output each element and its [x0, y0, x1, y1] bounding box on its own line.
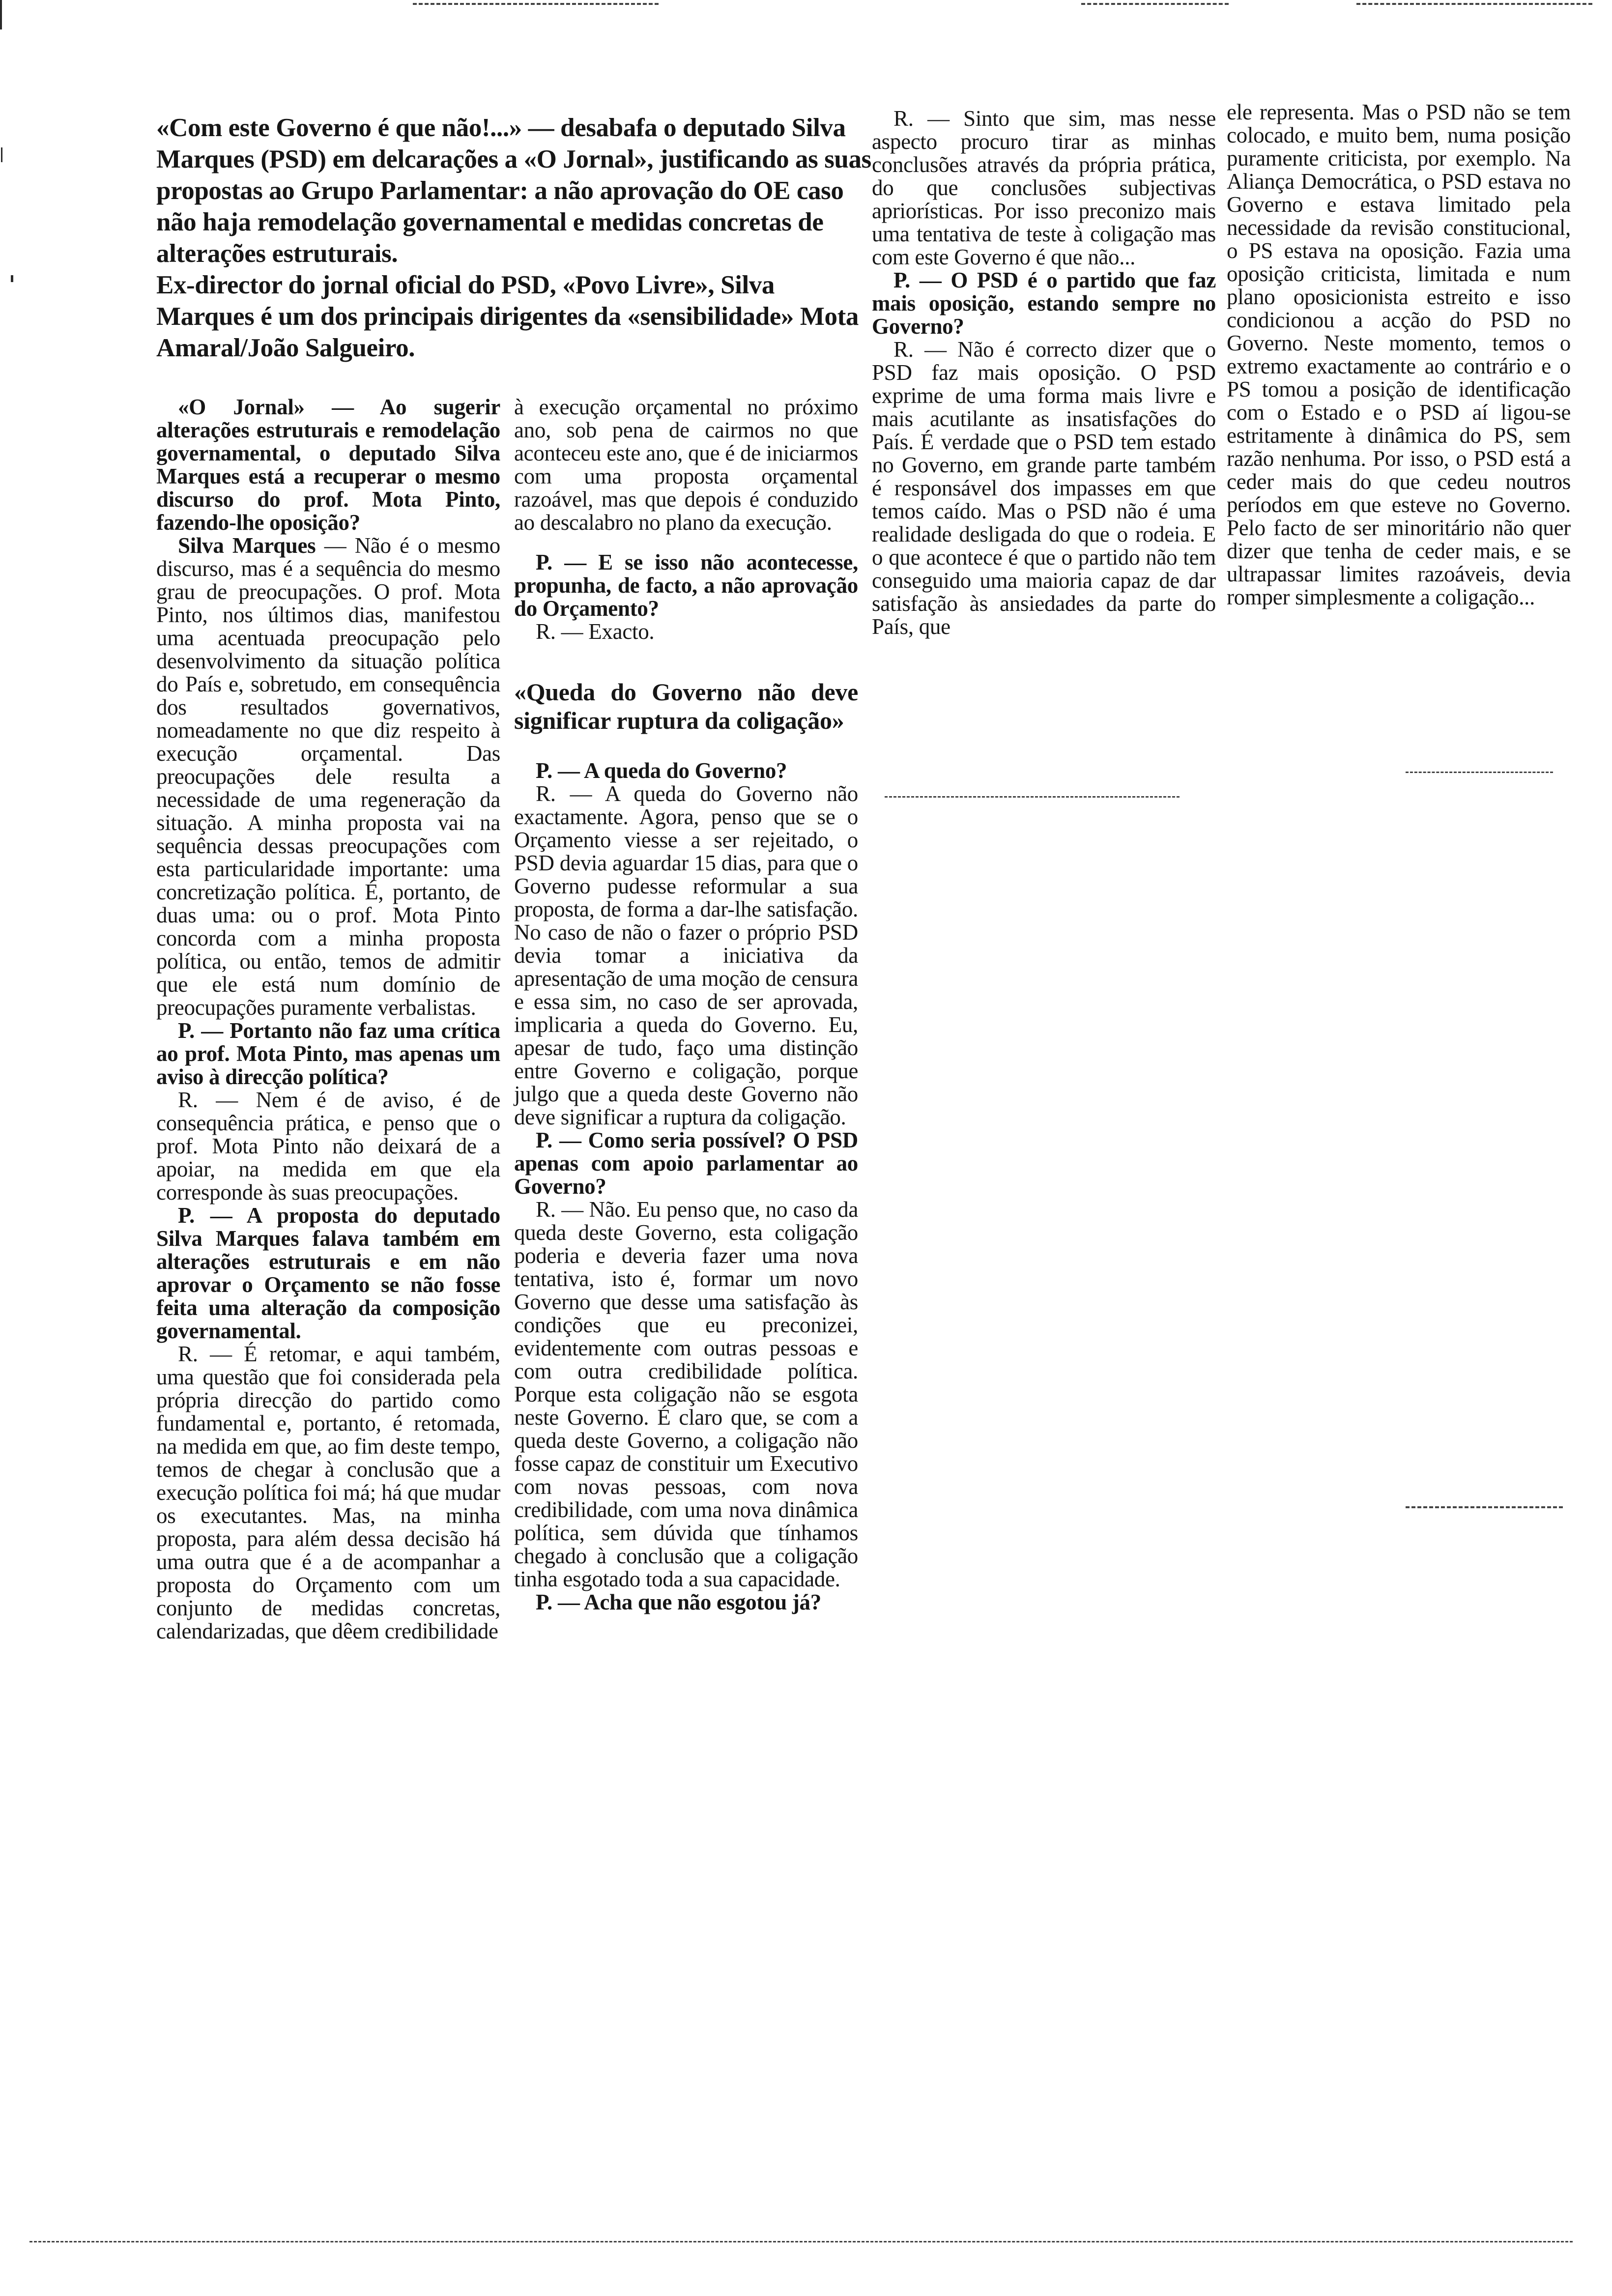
scan-top-line — [1081, 3, 1229, 5]
spacer — [514, 643, 858, 678]
scan-margin-line — [885, 796, 1180, 798]
speaker-name: Silva Marques — [178, 533, 316, 558]
question: P. — O PSD é o partido que faz mais oposição, estando sempre no Governo? — [872, 268, 1216, 339]
answer-text: — Não é o mesmo discurso, mas é a sequência do mesmo grau de preocupações. O prof. Mota Pinto, nos últimos dias, manifestou uma acentuada preocupação pelo desenvolvimento da situação política do País e, sobretudo, em consequência dos resultados governativos, nomeadamente no que diz respeito à execução orçamental. Das preocupações dele resulta a necessidade de uma regeneração da situação. A minha proposta vai na sequência dessas preocupações com esta particularidade importante: uma concretização política. É, portanto, de duas uma: ou o prof. Mota Pinto concorda com a minha proposta política, ou então, temos de admitir que ele está num domínio de preocupações puramente verbalistas. — [156, 533, 500, 1020]
answer: R. — A queda do Governo não exactamente. Agora, penso que se o Orçamento viesse a ser rejeitado, o PSD devia aguardar 15 dias, para que o Governo pudesse reformular a sua proposta, de forma a dar-lhe satisfação. No caso de não o fazer o próprio PSD devia tomar a iniciativa da apresentação de uma moção de censura e essa sim, no caso de ser aprovada, implicaria a queda do Governo. Eu, apesar de tudo, faço uma distinção entre Governo e coligação, porque julgo que a queda deste Governo não deve significar a ruptura da coligação. — [514, 781, 858, 1129]
column-4 — [1227, 101, 1571, 609]
answer: R. — Nem é de aviso, é de consequência prática, e penso que o prof. Mota Pinto não deixará de a apoiar, na medida em que ela corresponde às suas preocupações. — [156, 1088, 500, 1205]
question: P. — Acha que não esgotou já? — [536, 1590, 821, 1614]
column-1 — [156, 396, 500, 1643]
question: P. — Portanto não faz uma crítica ao prof. Mota Pinto, mas apenas um aviso à direcção política? — [156, 1018, 500, 1089]
section-subhead: «Queda do Governo não deve significar ruptura da coligação» — [514, 678, 858, 734]
column-3 — [872, 107, 1216, 638]
deck-intro: «Com este Governo é que não!...» — desabafa o deputado Silva Marques (PSD) em delcarações a «O Jornal», justificando as suas propostas ao Grupo Parlamentar: a não aprovação do OE caso não haja remodelação governamental e medidas concretas de alterações estruturais. — [156, 114, 871, 268]
scan-edge-mark — [0, 0, 2, 29]
answer: R. — Não é correcto dizer que o PSD faz mais oposição. O PSD exprime de uma forma mais livre e mais acutilante as insatisfações do País. É verdade que o PSD tem estado no Governo, em grande parte também é responsável dos impasses em que temos caído. Mas o PSD não é uma realidade desligada do que o rodeia. E o que acontece é que o partido não tem conseguido uma maioria capaz de dar satisfação às ansiedades da parte do País, que — [872, 337, 1216, 639]
spacer — [514, 534, 858, 551]
question: P. — A proposta do deputado Silva Marques falava também em alterações estruturais e em não aprovar o Orçamento se não fosse feita uma alteração da composição governamental. — [156, 1203, 500, 1343]
scan-edge-mark — [11, 275, 13, 282]
answer: R. — Não. Eu penso que, no caso da queda deste Governo, esta coligação poderia e deveria fazer uma nova tentativa, isto é, formar um novo Governo que desse uma satisfação às condições que eu preconizei, evidentemente com outras pessoas e com outra credibilidade política. Porque esta coligação não se esgota neste Governo. É claro que, se com a queda deste Governo, a coligação não fosse capaz de constituir um Executivo com novas pessoas, com nova credibilidade, com uma nova dinâmica política, sem dúvida que tínhamos chegado à conclusão que a coligação tinha esgotado toda a sua capacidade. — [514, 1197, 858, 1591]
column-2 — [514, 396, 858, 1614]
scan-top-line — [413, 3, 659, 5]
scan-margin-line — [1406, 772, 1553, 773]
scan-top-line — [1356, 3, 1592, 5]
question: P. — Como seria possível? O PSD apenas com apoio parlamentar ao Governo? — [514, 1128, 858, 1199]
scan-margin-line — [1406, 1506, 1563, 1508]
article-deck — [156, 112, 874, 364]
deck-profile: Ex-director do jornal oficial do PSD, «Povo Livre», Silva Marques é um dos principais dirigentes da «sensibilidade» Mota Amaral/João Salgueiro. — [156, 271, 859, 362]
answer-continued: ele representa. Mas o PSD não se tem colocado, e muito bem, numa posição puramente criticista, por exemplo. Na Aliança Democrática, o PSD estava no Governo e estava limitado pela necessidade da revisão constitucional, o PS estava na oposição. Fazia uma oposição criticista, limitada e num plano oposicionista estreito e isso condicionou a acção do PSD no Governo. Neste momento, temos o extremo exactamente ao contrário e o PS tomou a posição de identificação com o Estado e o PSD aí ligou-se estritamente à dinâmica do PS, sem razão nenhuma. Por isso, o PSD está a ceder mais do que cedeu noutros períodos em que esteve no Governo. Pelo facto de ser minoritário não quer dizer que tenha de ceder mais, e se ultrapassar limites razoáveis, devia romper simplesmente a coligação... — [1227, 100, 1571, 609]
spacer — [514, 735, 858, 759]
answer — [156, 534, 500, 1019]
answer: R. — É retomar, e aqui também, uma questão que foi considerada pela própria direcção do partido como fundamental e, portanto, é retomada, na medida em que, ao fim deste tempo, temos de chegar à conclusão que a execução política foi má; há que mudar os executantes. Mas, na minha proposta, para além dessa decisão há uma outra que é a de acompanhar a proposta do Orçamento com um conjunto de medidas concretas, calendarizadas, que dêem credibilidade — [156, 1342, 500, 1643]
question: «O Jornal» — Ao sugerir alterações estruturais e remodelação governamental, o deputado Silva Marques está a recuperar o mesmo discurso do prof. Mota Pinto, fazendo-lhe oposição? — [156, 395, 500, 535]
scan-bottom-line — [29, 2241, 1573, 2242]
question: P. — E se isso não acontecesse, propunha, de facto, a não aprovação do Orçamento? — [514, 550, 858, 621]
scan-edge-mark — [1, 147, 2, 162]
answer-continued: à execução orçamental no próximo ano, sob pena de cairmos no que aconteceu este ano, que é de iniciarmos com uma proposta orçamental razoável, mas que depois é conduzido ao descalabro no plano da execução. — [514, 395, 858, 535]
question: P. — A queda do Governo? — [536, 758, 787, 783]
answer: R. — Exacto. — [536, 619, 655, 644]
answer: R. — Sinto que sim, mas nesse aspecto procuro tirar as minhas conclusões através da própria prática, do que conclusões subjectivas apriorísticas. Por isso preconizo mais uma tentativa de teste à coligação mas com este Governo é que não... — [872, 106, 1216, 269]
